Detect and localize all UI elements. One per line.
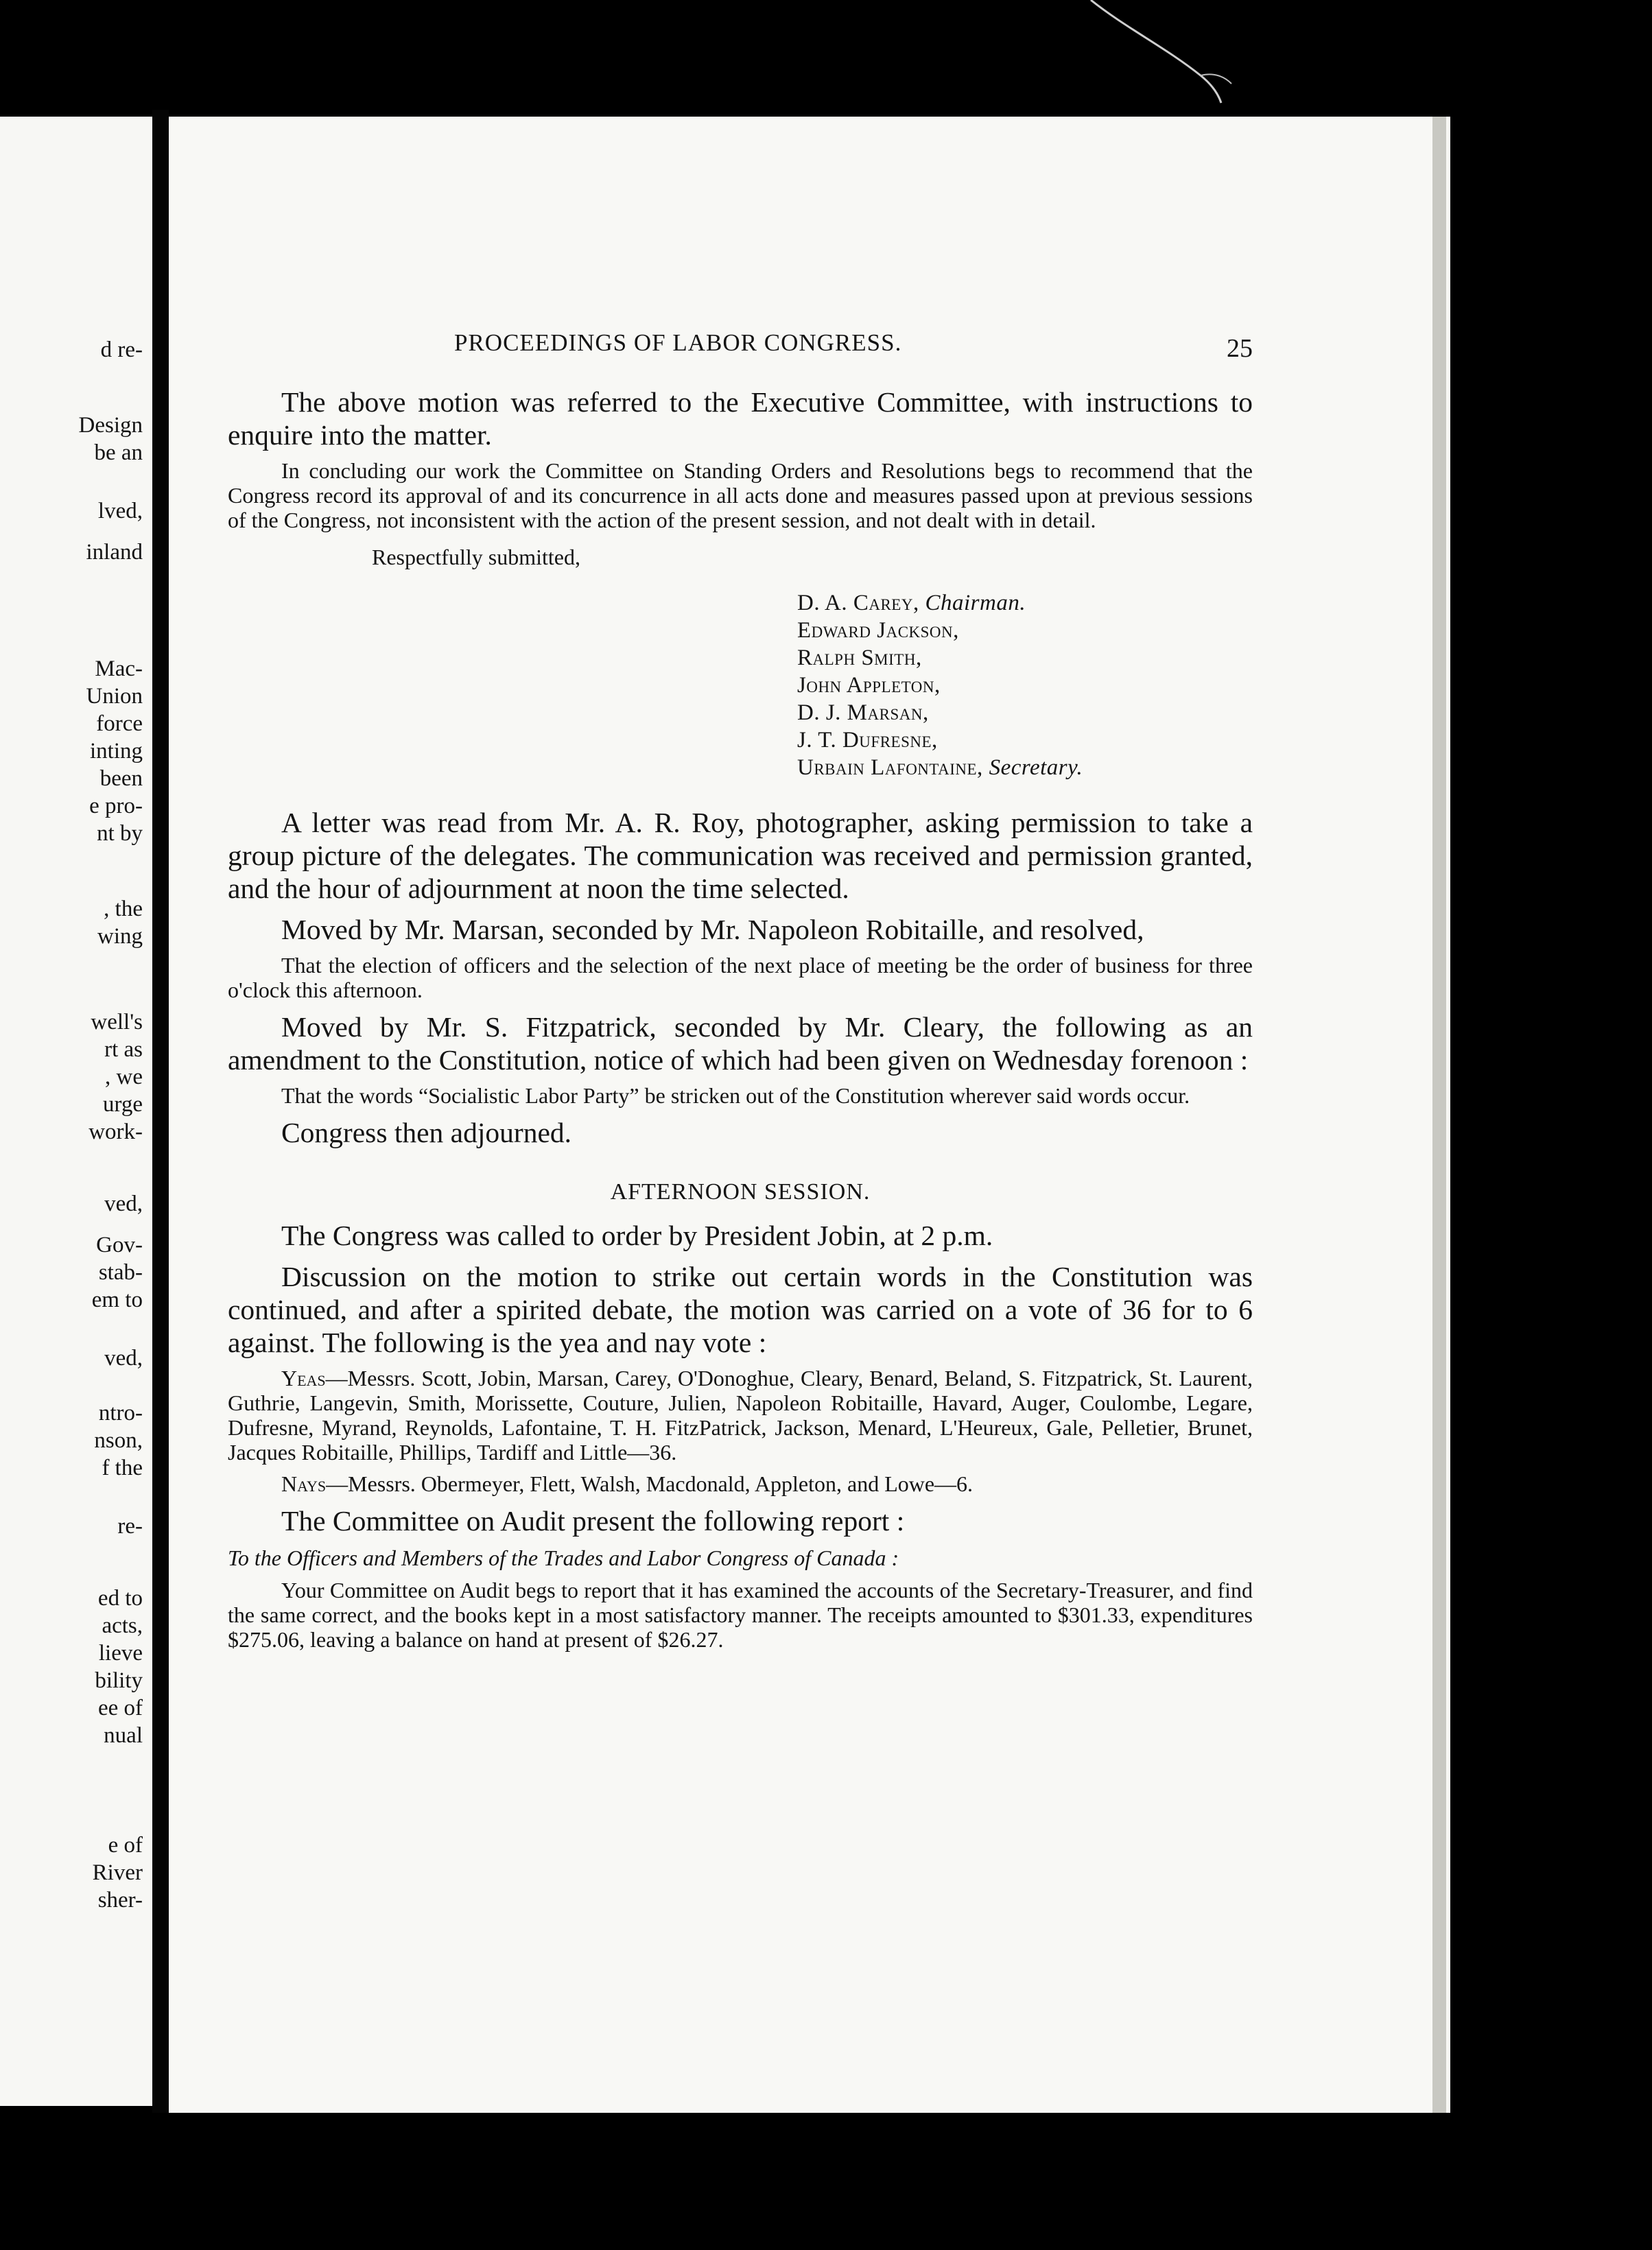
left-page-fragment: ntro- (98, 1401, 143, 1425)
left-page-fragment: lieve (98, 1641, 143, 1666)
signer: Edward Jackson, (797, 618, 959, 643)
left-page-fragment: e pro- (89, 794, 143, 818)
paragraph-committee-recommendation: In concluding our work the Committee on Standing Orders and Resolutions begs to recommend that the Congress record its approval of and its concurrence in all acts done and measures passed upon at previous sessions of the Congress, not inconsistent with the action of the present session, and not dealt with in detail. (228, 458, 1253, 532)
left-page-fragment: force (96, 711, 143, 736)
left-page-fragment: well's (91, 1010, 143, 1034)
left-page-fragment: d re- (100, 338, 143, 362)
left-page-fragment: Gov- (96, 1233, 143, 1257)
page-curl-mark (1084, 0, 1262, 123)
book-gutter (152, 110, 169, 2113)
nays-label: Nays (281, 1471, 327, 1496)
left-page-fragment: e of (108, 1833, 143, 1858)
paragraph-nays (228, 1471, 1253, 1496)
left-page-fragment: , we (105, 1065, 143, 1089)
running-head: PROCEEDINGS OF LABOR CONGRESS. (454, 329, 902, 356)
yeas-list: —Messrs. Scott, Jobin, Marsan, Carey, O'Donoghue, Cleary, Benard, Beland, S. Fitzpatrick, St. Laurent, Guthrie, Langevin, Smith, Morissette, Couture, Julien, Napoleon Robitaille, Havard, Auger, Coulombe, Legare, Dufresne, Myrand, Reynolds, Lafontaine, T. H. FitzPatrick, Jackson, Menard, L'Heureux, Gale, Pelletier, Brunet, Jacques Robitaille, Phillips, Tardiff and Little—36. (228, 1366, 1253, 1465)
paragraph-called-to-order: The Congress was called to order by President Jobin, at 2 p.m. (281, 1220, 993, 1251)
paragraph-discussion: Discussion on the motion to strike out certain words in the Constitution was continued, and after a spirited debate, the motion was carried on a vote of 36 for to 6 against. The following is the yea and nay vote : (228, 1261, 1253, 1358)
left-page-edge (0, 117, 152, 2106)
left-page-fragment: Union (86, 684, 143, 709)
left-page-fragment: bility (95, 1668, 143, 1693)
left-page-fragment: ved, (104, 1192, 143, 1216)
left-page-fragment: ed to (97, 1586, 143, 1611)
paragraph-yeas (228, 1366, 1253, 1465)
left-page-fragment: urge (102, 1092, 143, 1117)
left-page-fragment: re- (117, 1514, 143, 1539)
left-page-fragment: ved, (104, 1346, 143, 1371)
left-page-fragment: lved, (97, 499, 143, 523)
paragraph-audit-report: Your Committee on Audit begs to report that it has examined the accounts of the Secretary-Treasurer, and find the same correct, and the books kept in a most satisfactory manner. The receipts amounted to $301.33, expenditures $275.06, leaving a balance on hand at present of $26.27. (228, 1578, 1253, 1652)
signer: D. A. Carey, Chairman. (797, 591, 1026, 615)
left-page-fragment: f the (102, 1456, 143, 1480)
left-page-fragment: wing (97, 924, 143, 949)
signer: John Appleton, (797, 673, 941, 698)
signer: Ralph Smith, (797, 646, 922, 670)
left-page-fragment: nt by (97, 821, 143, 846)
section-title-afternoon: AFTERNOON SESSION. (610, 1179, 871, 1205)
left-page-fragment: stab- (98, 1260, 143, 1285)
left-page-fragment: Mac- (95, 656, 143, 681)
paragraph-photographer-letter: A letter was read from Mr. A. R. Roy, photographer, asking permission to take a group picture of the delegates. The communication was received and permission granted, and the hour of adjournment at noon the time selected. (228, 807, 1253, 904)
page-content (228, 329, 1253, 1652)
left-page-fragment: been (99, 766, 143, 791)
paragraph-amendment-text: That the words “Socialistic Labor Party” be stricken out of the Constitution wherever said words occur. (281, 1083, 1190, 1108)
left-page-fragment: sher- (97, 1888, 143, 1913)
left-page-fragment: Design (78, 413, 143, 438)
page-number: 25 (1227, 334, 1253, 363)
page-header (228, 329, 1253, 377)
left-page-fragment: inland (86, 540, 143, 565)
left-page-fragment: be an (94, 440, 143, 465)
left-page-fragment: ee of (97, 1696, 143, 1720)
left-page-fragment: , the (104, 897, 143, 921)
left-page-fragment: em to (91, 1288, 143, 1312)
paragraph-election-order: That the election of officers and the selection of the next place of meeting be the order of business for three o'clock this afternoon. (228, 953, 1253, 1002)
audit-salutation: To the Officers and Members of the Trades and Labor Congress of Canada : (228, 1546, 899, 1570)
signatory-list (797, 589, 1253, 781)
paragraph-adjourned: Congress then adjourned. (281, 1117, 571, 1148)
left-page-fragment: work- (88, 1120, 143, 1144)
left-page-fragment: acts, (102, 1613, 143, 1638)
left-page-fragment: River (92, 1860, 143, 1885)
left-page-fragment: rt as (104, 1037, 143, 1062)
left-page-fragment: nson, (94, 1428, 143, 1453)
respectfully-submitted: Respectfully submitted, (372, 545, 580, 569)
left-page-fragment: nual (104, 1723, 143, 1748)
signer: D. J. Marsan, (797, 700, 929, 725)
paragraph-marsan-motion: Moved by Mr. Marsan, seconded by Mr. Napoleon Robitaille, and resolved, (281, 914, 1144, 945)
paragraph-audit-intro: The Committee on Audit present the following report : (281, 1505, 905, 1537)
yeas-label: Yeas (281, 1366, 326, 1390)
paragraph-fitzpatrick-motion: Moved by Mr. S. Fitzpatrick, seconded by Mr. Cleary, the following as an amendment to the Constitution, notice of which had been given on Wednesday forenoon : (228, 1011, 1253, 1076)
signer: Urbain Lafontaine, Secretary. (797, 755, 1083, 780)
left-page-fragment: inting (89, 739, 143, 763)
paragraph-referral: The above motion was referred to the Executive Committee, with instructions to enquire into the matter. (228, 386, 1253, 451)
signer: J. T. Dufresne, (797, 728, 938, 753)
page-edge-shadow (1432, 117, 1446, 2113)
nays-list: —Messrs. Obermeyer, Flett, Walsh, Macdonald, Appleton, and Lowe—6. (326, 1471, 974, 1496)
